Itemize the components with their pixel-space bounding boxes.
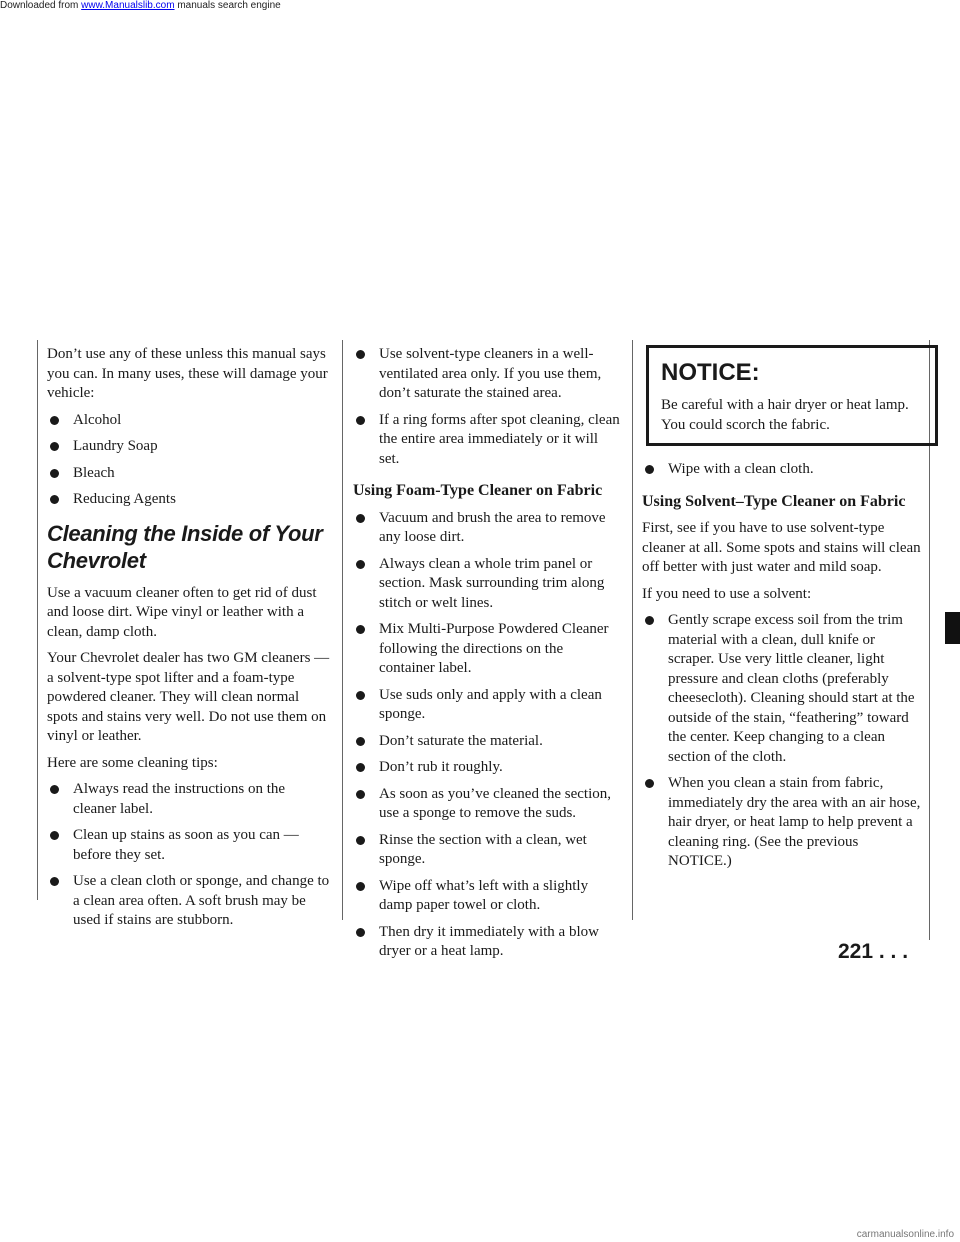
notice-box [646,345,938,446]
bullet-icon [356,560,365,569]
bullet-icon [50,785,59,794]
foam-steps-list [353,509,621,962]
list-item: Use a clean cloth or sponge, and change to a clean area often. A soft brush may be used if stains are stubborn. [47,872,332,931]
list-item: Mix Multi-Purpose Powdered Cleaner following the directions on the container label. [353,620,621,679]
tips-intro: Here are some cleaning tips: [47,754,218,771]
list-item: Wipe off what’s left with a slightly damp paper towel or cloth. [353,877,621,916]
bullet-icon [356,625,365,634]
bullet-icon [645,465,654,474]
source-bar [0,0,960,12]
column-1 [47,345,332,938]
list-item: Laundry Soap [47,437,332,457]
column-rule-mid2 [632,340,633,920]
bullet-icon [645,616,654,625]
list-item: Alcohol [47,411,332,431]
solvent-caution-list [353,345,621,469]
wipe-list [642,460,924,480]
source-suffix: manuals search engine [177,0,281,11]
bullet-icon [356,882,365,891]
bullet-icon [356,691,365,700]
tips-list [47,780,332,931]
bullet-icon [50,877,59,886]
foam-heading: Using Foam-Type Cleaner on Fabric [353,482,603,499]
list-item: Always clean a whole trim panel or section. Mask surrounding trim along stitch or welt lines. [353,555,621,614]
list-item: Wipe with a clean cloth. [642,460,924,480]
bullet-icon [356,350,365,359]
list-item: Don’t saturate the material. [353,732,621,752]
list-item: As soon as you’ve cleaned the section, use a sponge to remove the suds. [353,785,621,824]
watermark: carmanualsonline.info [856,1229,954,1240]
list-item: When you clean a stain from fabric, immediately dry the area with an air hose, hair dryer, or heat lamp to help prevent a cleaning ring. (See the previous NOTICE.) [642,774,924,872]
intro-paragraph: Don’t use any of these unless this manual says you can. In many uses, these will damage your vehicle: [47,346,328,401]
column-rule-left [37,340,38,900]
solvent-steps-list [642,611,924,872]
vacuum-paragraph: Use a vacuum cleaner often to get rid of dust and loose dirt. Wipe vinyl or leather with a clean, damp cloth. [47,584,317,640]
list-item: If a ring forms after spot cleaning, clean the entire area immediately or it will set. [353,411,621,470]
list-item: Use suds only and apply with a clean sponge. [353,686,621,725]
notice-title: NOTICE: [661,359,760,386]
list-item: Always read the instructions on the cleaner label. [47,780,332,819]
bullet-icon [50,831,59,840]
list-item: Don’t rub it roughly. [353,758,621,778]
solvent-paragraph: First, see if you have to use solvent-type cleaner at all. Some spots and stains will clean off better with just water and mild soap. [642,520,921,575]
page-number: 221 . . . [838,940,909,963]
manualslib-link[interactable]: www.Manualslib.com [81,0,175,11]
bullet-icon [356,416,365,425]
source-prefix: Downloaded from [0,0,79,11]
list-item: Clean up stains as soon as you can — before they set. [47,826,332,865]
avoid-list [47,411,332,510]
bullet-icon [50,416,59,425]
footer-bar [0,1228,960,1242]
bullet-icon [50,495,59,504]
solvent-intro: If you need to use a solvent: [642,585,812,602]
bullet-icon [356,928,365,937]
bullet-icon [50,442,59,451]
list-item: Use solvent-type cleaners in a well-ventilated area only. If you use them, don’t saturate the stained area. [353,345,621,404]
list-item: Reducing Agents [47,490,332,510]
bullet-icon [356,737,365,746]
bullet-icon [356,763,365,772]
bullet-icon [356,514,365,523]
bullet-icon [50,469,59,478]
column-2 [353,345,621,969]
list-item: Bleach [47,464,332,484]
list-item: Gently scrape excess soil from the trim material with a clean, dull knife or scraper. Use very little cleaner, light pressure and clean cloths (preferably cheesecloth). Cleaning should start at the outside of the stain, “feathering” toward the center. Keep changing to a clean section of the cloth. [642,611,924,767]
bullet-icon [356,836,365,845]
bullet-icon [356,790,365,799]
list-item: Rinse the section with a clean, wet sponge. [353,831,621,870]
section-title: Cleaning the Inside of Your Chevrolet [47,520,323,573]
list-item: Then dry it immediately with a blow dryer or a heat lamp. [353,923,621,962]
section-tab-marker [945,612,960,644]
column-rule-mid1 [342,340,343,920]
bullet-icon [645,779,654,788]
column-3 [642,345,924,879]
solvent-heading: Using Solvent–Type Cleaner on Fabric [642,492,906,510]
dealer-paragraph: Your Chevrolet dealer has two GM cleaners — a solvent-type spot lifter and a foam-type powdered cleaner. They will clean normal spots and stains very well. Do not use them on vinyl or leather. [47,650,330,744]
notice-body: Be careful with a hair dryer or heat lamp. You could scorch the fabric. [661,397,909,433]
list-item: Vacuum and brush the area to remove any loose dirt. [353,509,621,548]
